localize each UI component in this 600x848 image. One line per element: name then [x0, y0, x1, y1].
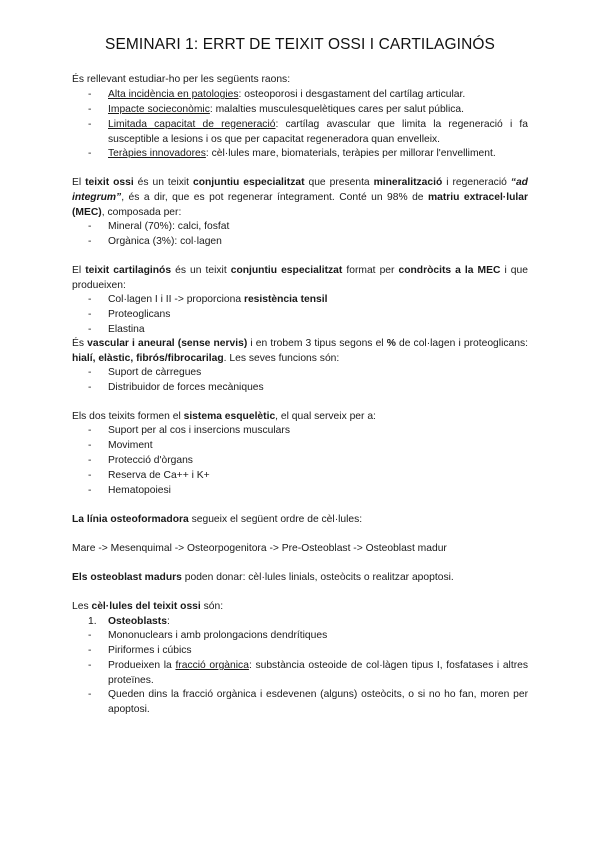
list-item: - Mononuclears i amb prolongacions dendrítiques	[88, 630, 328, 641]
list-item: - Protecció d'òrgans	[88, 455, 193, 466]
reason-key: Alta incidència en patologies	[108, 89, 239, 100]
reason-key: Limitada capacitat de regeneració	[108, 119, 276, 130]
skeletal-system-paragraph: Els dos teixits formen el sistema esquelètic, el qual serveix per a:	[72, 411, 376, 422]
bone-paragraph: El teixit ossi és un teixit conjuntiu especialitzat que presenta mineralització i regeneració “ad integrum”, és a dir, que es pot regenerar íntegrament. Conté un 98% de matriu extracel·lular (MEC), composada per:	[72, 177, 528, 218]
page-title: SEMINARI 1: ERRT DE TEIXIT OSSI I CARTILAGINÓS	[105, 36, 495, 53]
list-item: - Queden dins la fracció orgànica i esdevenen (alguns) osteòcits, o si no ho fan, moren per apoptosi.	[88, 689, 528, 715]
list-item: - Elastina	[88, 324, 145, 335]
osteoformative-line-paragraph: La línia osteoformadora segueix el següent ordre de cèl·lules:	[72, 514, 363, 525]
list-item: - Suport per al cos i insercions musculars	[88, 425, 290, 436]
list-item: - Distribuidor de forces mecàniques	[88, 382, 264, 393]
numbered-item: 1. Osteoblasts:	[88, 616, 170, 627]
list-item: - Alta incidència en patologies: osteoporosi i desgastament del cartílag articular.	[88, 89, 466, 100]
list-item: - Orgànica (3%): col·lagen	[88, 236, 222, 247]
reason-key: Impacte socieconòmic	[108, 104, 210, 115]
list-item: - Suport de càrregues	[88, 367, 202, 378]
list-item: - Reserva de Ca++ i K+	[88, 470, 210, 481]
intro-text: És rellevant estudiar-ho per les següents raons:	[72, 74, 291, 85]
list-item: - Teràpies innovadores: cèl·lules mare, biomaterials, teràpies per millorar l'envelliment.	[88, 148, 496, 159]
list-item: - Piriformes i cúbics	[88, 645, 192, 656]
cell-sequence: Mare -> Mesenquimal -> Osteorpogenitora -> Pre-Osteoblast -> Osteoblast madur	[72, 543, 447, 554]
list-item: - Moviment	[88, 440, 153, 451]
reason-key: Teràpies innovadores	[108, 148, 206, 159]
list-item: - Produeixen la fracció orgànica: substància osteoide de col·làgen tipus I, fosfatases i altres proteïnes.	[88, 660, 528, 686]
list-item: - Hematopoiesi	[88, 485, 171, 496]
mature-osteoblast-paragraph: Els osteoblast madurs poden donar: cèl·lules linials, osteòcits o realitzar apoptosi.	[72, 572, 454, 583]
list-item: - Proteoglicans	[88, 309, 171, 320]
list-item: - Mineral (70%): calci, fosfat	[88, 221, 230, 232]
cartilage-paragraph: El teixit cartilaginós és un teixit conjuntiu especialitzat format per condròcits a la MEC i que produeixen:	[72, 265, 528, 291]
list-item: - Limitada capacitat de regeneració: cartílag avascular que limita la regeneració i fa susceptible a lesions i os que per capacitat regeneradora quan envelleix.	[88, 119, 528, 145]
list-item: - Col·lagen I i II -> proporciona resistència tensil	[88, 294, 328, 305]
cartilage-types-paragraph: És vascular i aneural (sense nervis) i en trobem 3 tipus segons el % de col·lagen i proteoglicans: hialí, elàstic, fibrós/fibrocarilag. Les seves funcions són:	[72, 338, 528, 364]
list-item: - Impacte socieconòmic: malalties musculesquelètiques cares per salut pública.	[88, 104, 464, 115]
bone-cells-paragraph: Les cèl·lules del teixit ossi són:	[72, 601, 224, 612]
